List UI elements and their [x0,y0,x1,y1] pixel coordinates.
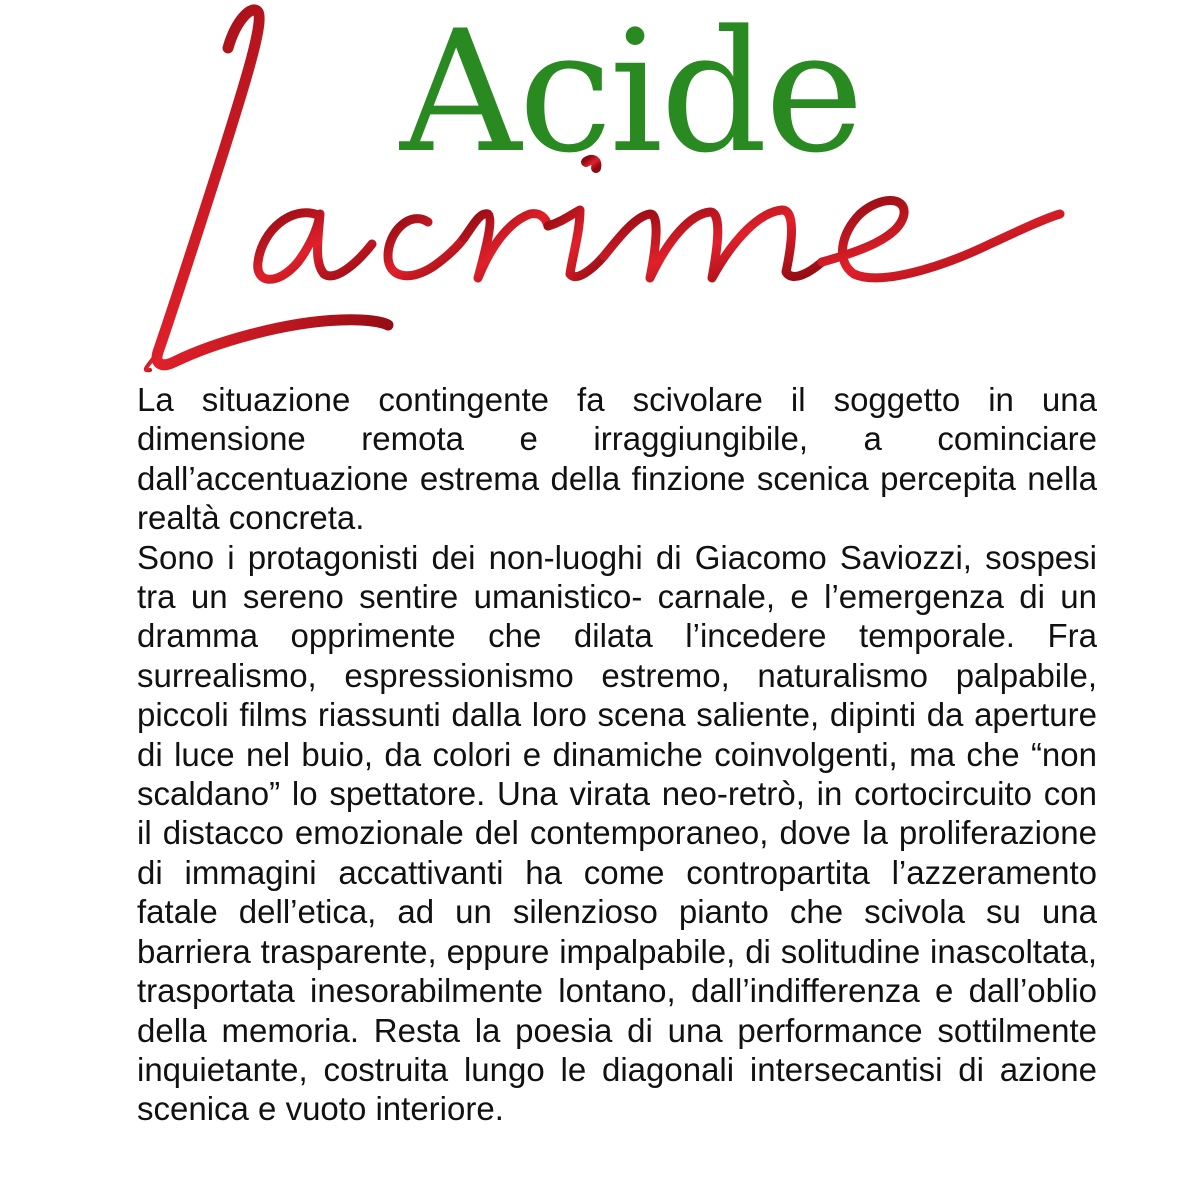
script-letter-c [388,219,464,276]
script-letter-i [548,210,604,277]
script-letter-e [822,201,1060,278]
body-text [137,380,1097,1129]
title-acide: Acide [400,0,862,190]
paragraph-main: Sono i protagonisti dei non-luoghi di Giacomo Saviozzi, sospesi tra un sereno sentire umanistico- carnale, e l’emergenza di un dramma opprimente che dilata l’incedere temporale. Fra surrealismo, espressionismo estremo, naturalismo palpabile, piccoli films riassunti dalla loro scena saliente, dipinti da aperture di luce nel buio, da colori e dinamiche coinvolgenti, ma che “non scaldano” lo spettatore. Una virata neo-retrò, in cortocircuito con il distacco emozionale del contemporaneo, dove la proliferazione di immagini accattivanti ha come contropartita l’azzeramento fatale dell’etica, ad un silenzioso pianto che scivola su una barriera trasparente, eppure impalpabile, di solitudine inascoltata, trasportata inesorabilmente lontano, dall’indifferenza e dall’oblio della memoria. Resta la poesia di una performance sottilmente inquietante, costruita lungo le diagonali intersecantisi di azione scenica e vuoto interiore. [137,538,1097,1128]
script-letter-r [464,214,548,278]
script-letter-l [157,10,388,365]
script-letter-m [604,210,822,278]
paragraph-intro: La situazione contingente fa scivolare il soggetto in una dimensione remota e irraggiungibile, a cominciare dall’accentuazione estrema della finzione scenica percepita nella realtà concreta. [137,381,1097,537]
script-letter-a [258,213,372,279]
